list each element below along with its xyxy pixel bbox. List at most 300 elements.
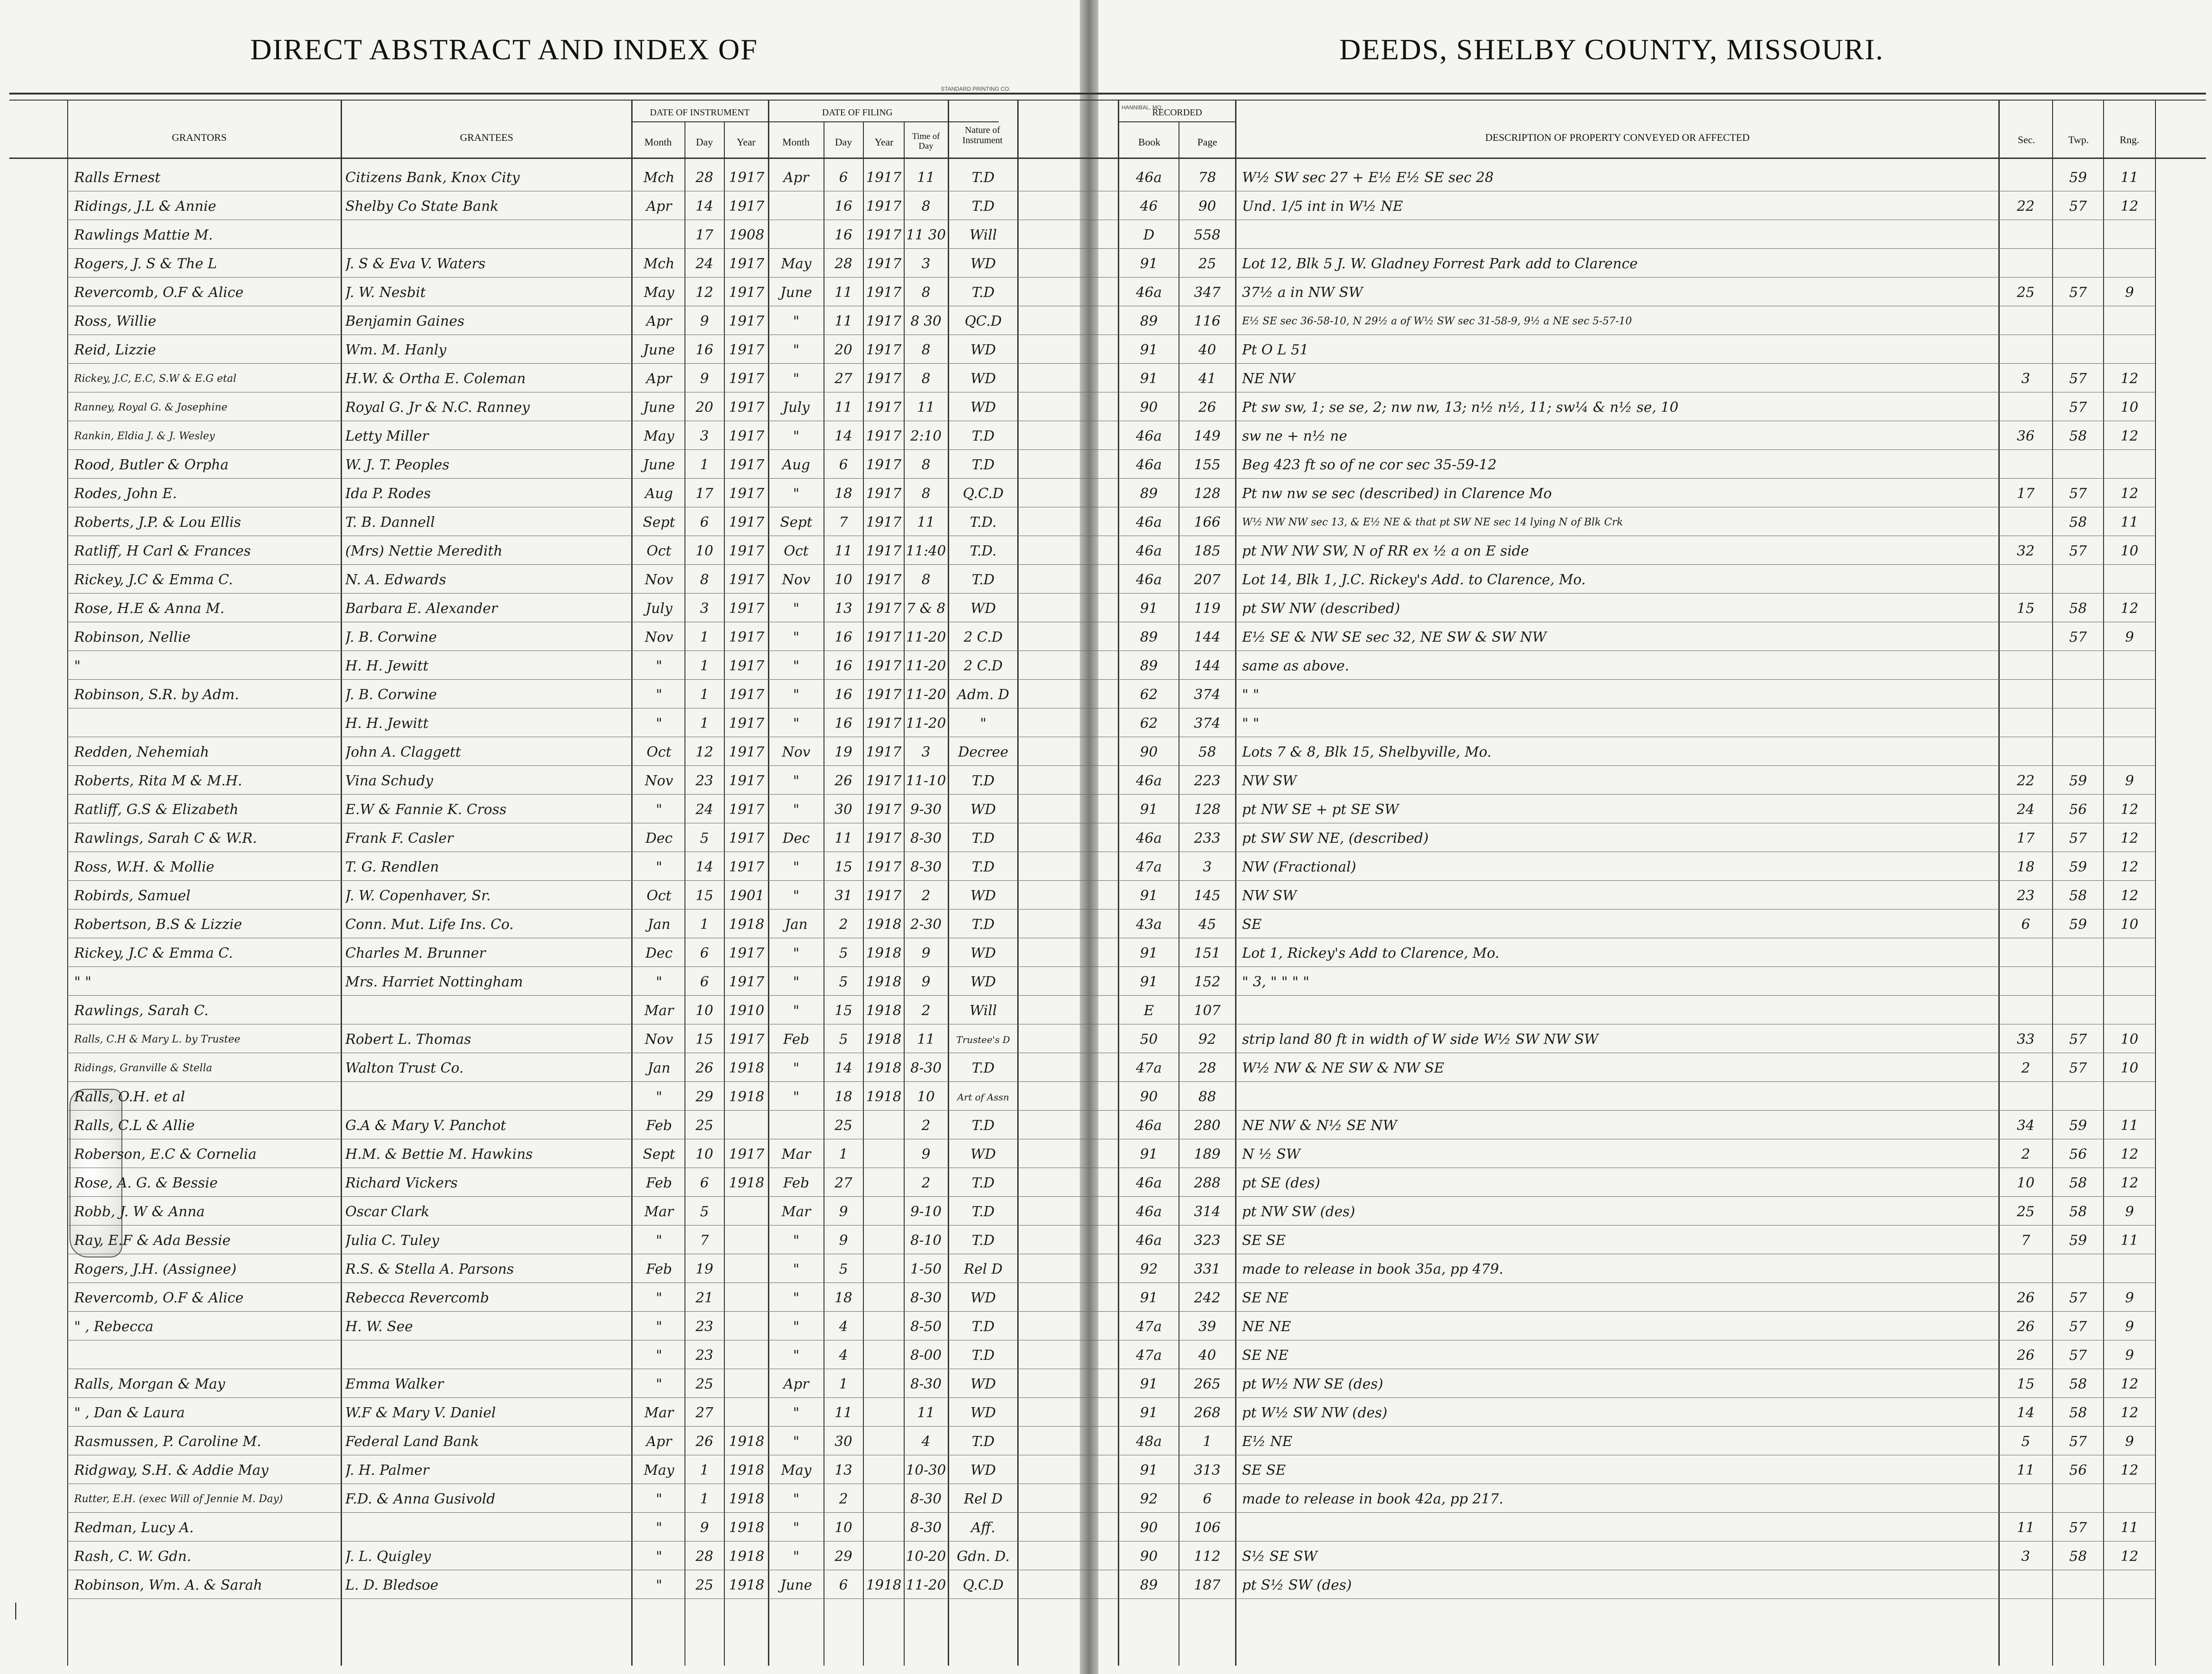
cell-ft: 8 [921, 486, 931, 502]
cell-fy [864, 1287, 903, 1309]
cell-grantor: Ratliff, G.S & Elizabeth [74, 802, 239, 818]
cell-nat: 2 C.D [963, 658, 1003, 674]
cell-page: 189 [1194, 1146, 1221, 1162]
cell-iy: 1917 [729, 830, 765, 846]
cell-page: 128 [1194, 802, 1221, 818]
cell-fm: Apr [783, 170, 809, 186]
cell-ft: 8 [921, 342, 931, 358]
cell-grantor: " , Dan & Laura [74, 1405, 185, 1421]
cell-fm: " [793, 1548, 799, 1565]
cell-fd: 10 [834, 1520, 853, 1536]
cell-twp: 57 [2069, 1031, 2087, 1048]
cell-id: 10 [695, 1146, 714, 1162]
cell-iy: 1917 [729, 457, 765, 473]
cell-fy: 1917 [866, 773, 902, 789]
table-row [0, 885, 2212, 907]
cell-rng: 9 [2125, 1204, 2134, 1220]
cell-page: 347 [1194, 284, 1221, 301]
cell-ft: 2:10 [910, 428, 942, 444]
cell-fd: 27 [834, 1175, 853, 1191]
cell-page: 187 [1194, 1577, 1221, 1593]
cell-ft: 11 [917, 399, 935, 416]
table-row [0, 1230, 2212, 1252]
cell-rng [2104, 713, 2155, 735]
date-filing-header: DATE OF FILING [822, 107, 893, 118]
cell-grantor: Rodes, John E. [74, 486, 177, 502]
cell-book: 46a [1135, 428, 1162, 444]
cell-rng: 9 [2125, 629, 2134, 645]
cell-rng [2104, 310, 2155, 333]
cell-nat: WD [970, 256, 996, 272]
cell-rng: 11 [2120, 170, 2139, 186]
cell-book: 46a [1135, 773, 1162, 789]
cell-fm: Feb [783, 1031, 810, 1048]
cell-sec: 17 [2016, 486, 2035, 502]
cell-iy: 1917 [729, 543, 765, 559]
cell-rng [2104, 569, 2155, 591]
cell-nat: T.D [971, 572, 995, 588]
cell-grantee: E.W & Fannie K. Cross [345, 802, 507, 818]
cell-sec: 2 [2021, 1146, 2030, 1162]
cell-fy: 1917 [866, 284, 902, 301]
cell-twp: 57 [2069, 1520, 2087, 1536]
cell-fm: June [780, 1577, 812, 1593]
cell-page: 92 [1198, 1031, 1217, 1048]
row-rule [67, 478, 2155, 479]
cell-ft: 11-20 [906, 687, 946, 703]
cell-im: Dec [645, 945, 673, 961]
cell-twp: 56 [2069, 1146, 2087, 1162]
cell-book: 46a [1135, 1118, 1162, 1134]
cell-book: 91 [1140, 945, 1158, 961]
cell-twp: 57 [2069, 830, 2087, 846]
cell-nat: T.D [971, 1204, 995, 1220]
cell-sec: 25 [2016, 284, 2035, 301]
cell-book: 46a [1135, 457, 1162, 473]
cell-book: 46a [1135, 543, 1162, 559]
cell-fd: 14 [834, 428, 853, 444]
cell-page: 112 [1194, 1548, 1221, 1565]
cell-fm: " [793, 802, 799, 818]
cell-id: 1 [700, 916, 709, 933]
cell-sec [2000, 339, 2051, 361]
cell-rng: 12 [2120, 1462, 2139, 1478]
cell-sec: 17 [2016, 830, 2035, 846]
cell-fm: " [793, 1060, 799, 1076]
cell-sec: 3 [2021, 1548, 2030, 1565]
row-rule [67, 1311, 2155, 1312]
table-row [0, 684, 2212, 706]
cell-grantee: J. H. Palmer [345, 1462, 429, 1478]
cell-desc: E½ SE & NW SE sec 32, NE SW & SW NW [1242, 629, 1546, 645]
cell-grantor: Ranney, Royal G. & Josephine [74, 402, 228, 413]
cell-page: 166 [1194, 514, 1221, 531]
cell-page: 268 [1194, 1405, 1221, 1421]
cell-page: 374 [1194, 687, 1221, 703]
cell-nat: T.D [971, 457, 995, 473]
cell-page: 40 [1198, 1347, 1217, 1364]
cell-fy: 1918 [866, 945, 902, 961]
cell-book: 91 [1140, 1146, 1158, 1162]
cell-iy [725, 1402, 768, 1424]
cell-page: 151 [1194, 945, 1221, 961]
cell-iy: 1917 [729, 687, 765, 703]
cell-fd: 11 [834, 284, 853, 301]
cell-grantee: G.A & Mary V. Panchot [345, 1118, 507, 1134]
cell-sec [2000, 512, 2051, 534]
cell-ft: 2 [921, 1175, 931, 1191]
cell-rng: 12 [2120, 1146, 2139, 1162]
cell-grantor: Robinson, S.R. by Adm. [74, 687, 239, 703]
cell-twp: 59 [2069, 859, 2087, 875]
cell-iy: 1918 [729, 1491, 765, 1507]
cell-im: " [656, 1376, 662, 1392]
cell-iy: 1917 [729, 1146, 765, 1162]
cell-grantor: Ray, E.F & Ada Bessie [74, 1232, 231, 1249]
cell-nat: Rel D [963, 1261, 1003, 1277]
cell-im: Mch [643, 256, 675, 272]
cell-fy: 1917 [866, 572, 902, 588]
cell-page: 207 [1194, 572, 1221, 588]
cell-fm: " [793, 342, 799, 358]
cell-im: " [656, 1520, 662, 1536]
cell-rng [2104, 1086, 2155, 1108]
cell-grantee: Robert L. Thomas [345, 1031, 471, 1048]
cell-id: 25 [695, 1577, 714, 1593]
cell-fd: 13 [834, 1462, 853, 1478]
table-row [0, 770, 2212, 792]
cell-fy [864, 1201, 903, 1223]
cell-nat: WD [970, 888, 996, 904]
cell-grantee: Frank F. Casler [345, 830, 454, 846]
cell-rng: 10 [2120, 916, 2139, 933]
cell-id: 28 [695, 170, 714, 186]
cell-rng: 12 [2120, 888, 2139, 904]
cell-fy: 1917 [866, 658, 902, 674]
cell-grantee: Charles M. Brunner [345, 945, 486, 961]
cell-desc: NW SW [1242, 773, 1297, 789]
cell-fm: Jan [785, 916, 808, 933]
cell-book: 91 [1140, 600, 1158, 617]
cell-grantor: Robirds, Samuel [74, 888, 191, 904]
cell-sec: 11 [2016, 1462, 2035, 1478]
cell-fm: June [780, 284, 812, 301]
cell-desc: E½ NE [1242, 1434, 1293, 1450]
table-row [0, 540, 2212, 562]
cell-rng: 10 [2120, 543, 2139, 559]
table-row [0, 425, 2212, 448]
cell-page: 41 [1198, 371, 1217, 387]
cell-iy: 1917 [729, 600, 765, 617]
cell-grantor: Robinson, Nellie [74, 629, 191, 645]
cell-twp [2054, 339, 2103, 361]
cell-fd: 20 [834, 342, 853, 358]
cell-grantee: Richard Vickers [345, 1175, 458, 1191]
table-row [0, 339, 2212, 361]
cell-desc: Pt sw sw, 1; se se, 2; nw nw, 13; n½ n½, 11; sw¼ & n½ se, 10 [1242, 399, 1679, 416]
cell-id: 5 [700, 1204, 709, 1220]
cell-page: 145 [1194, 888, 1221, 904]
row-rule [67, 1081, 2155, 1082]
cell-iy: 1917 [729, 715, 765, 732]
cell-iy [725, 1316, 768, 1338]
cell-page: 233 [1194, 830, 1221, 846]
cell-fm: " [793, 1434, 799, 1450]
cell-grantee: (Mrs) Nettie Meredith [345, 543, 503, 559]
cell-ft: 11 [917, 514, 935, 531]
cell-ft: 8 [921, 284, 931, 301]
cell-rng: 11 [2120, 1520, 2139, 1536]
cell-grantee: H. H. Jewitt [345, 658, 429, 674]
cell-fm: Oct [784, 543, 809, 559]
cell-rng [2104, 1574, 2155, 1597]
cell-book: 91 [1140, 371, 1158, 387]
row-rule [67, 765, 2155, 766]
cell-book: 47a [1135, 1347, 1162, 1364]
cell-sec [2000, 253, 2051, 275]
cell-grantee: Conn. Mut. Life Ins. Co. [345, 916, 514, 933]
cell-fd: 5 [839, 974, 848, 990]
cell-grantor: Rash, C. W. Gdn. [74, 1548, 191, 1565]
cell-page: 45 [1198, 916, 1217, 933]
cell-grantor: Reid, Lizzie [74, 342, 156, 358]
cell-id: 1 [700, 715, 709, 732]
cell-desc: Lots 7 & 8, Blk 15, Shelbyville, Mo. [1242, 744, 1492, 760]
cell-im: " [656, 1089, 662, 1105]
cell-page: 155 [1194, 457, 1221, 473]
cell-page: 374 [1194, 715, 1221, 732]
cell-nat: " [980, 715, 987, 732]
cell-grantor: Rankin, Eldia J. & J. Wesley [74, 430, 215, 442]
cell-page: 152 [1194, 974, 1221, 990]
cell-page: 40 [1198, 342, 1217, 358]
cell-grantee: J. B. Corwine [345, 687, 437, 703]
cell-page: 90 [1198, 198, 1217, 215]
cell-nat: Q.C.D [963, 486, 1004, 502]
cell-im: Mar [644, 1405, 674, 1421]
cell-desc: Pt O L 51 [1242, 342, 1309, 358]
cell-fd: 16 [834, 227, 853, 243]
cell-page: 3 [1203, 859, 1212, 875]
cell-fd: 5 [839, 945, 848, 961]
cell-twp: 57 [2069, 629, 2087, 645]
cell-twp: 57 [2069, 1290, 2087, 1306]
cell-rng: 9 [2125, 1290, 2134, 1306]
cell-fm: " [793, 945, 799, 961]
cell-desc: E½ SE sec 36-58-10, N 29½ a of W½ SW sec 31-58-9, 9½ a NE sec 5-57-10 [1242, 316, 1632, 327]
cell-im: Apr [646, 313, 672, 329]
cell-grantor: Redden, Nehemiah [74, 744, 209, 760]
cell-nat: T.D [971, 916, 995, 933]
cell-id: 15 [695, 1031, 714, 1048]
cell-rng: 12 [2120, 859, 2139, 875]
cell-grantor: " , Rebecca [74, 1319, 154, 1335]
cell-fd: 11 [834, 543, 853, 559]
cell-page: 39 [1198, 1319, 1217, 1335]
cell-page: 185 [1194, 543, 1221, 559]
cell-iy [725, 1373, 768, 1396]
cell-id: 12 [695, 744, 714, 760]
table-row [0, 1431, 2212, 1453]
cell-ft: 9 [921, 974, 931, 990]
cell-sec [2000, 1086, 2051, 1108]
cell-rng [2104, 454, 2155, 476]
cell-page: 223 [1194, 773, 1221, 789]
cell-fy [864, 1488, 903, 1510]
cell-twp: 57 [2069, 371, 2087, 387]
cell-page: 25 [1198, 256, 1217, 272]
description-header: DESCRIPTION OF PROPERTY CONVEYED OR AFFECTED [1485, 132, 1750, 143]
cell-im: " [656, 1290, 662, 1306]
cell-grantee: H. H. Jewitt [345, 715, 429, 732]
cell-twp: 57 [2069, 1319, 2087, 1335]
cell-grantor: Redman, Lucy A. [74, 1520, 194, 1536]
cell-grantor: " [74, 658, 81, 674]
cell-sec: 24 [2016, 802, 2035, 818]
cell-book: 91 [1140, 342, 1158, 358]
cell-im: Mar [644, 1003, 674, 1019]
cell-book: 46a [1135, 572, 1162, 588]
cell-grantee: W. J. T. Peoples [345, 457, 450, 473]
table-row [0, 368, 2212, 390]
cell-iy: 1917 [729, 486, 765, 502]
cell-fm: " [793, 371, 799, 387]
cell-sec: 18 [2016, 859, 2035, 875]
cell-sec [2000, 1000, 2051, 1022]
cell-im: Oct [646, 744, 672, 760]
cell-rng [2104, 339, 2155, 361]
table-row [0, 512, 2212, 534]
cell-grantee: J. B. Corwine [345, 629, 437, 645]
cell-nat: Trustee's D [956, 1034, 1010, 1045]
cell-grantee: F.D. & Anna Gusivold [345, 1491, 495, 1507]
cell-nat: WD [970, 974, 996, 990]
cell-book: 89 [1140, 1577, 1158, 1593]
cell-fm: " [793, 486, 799, 502]
cell-book: 91 [1140, 256, 1158, 272]
cell-book: 91 [1140, 1376, 1158, 1392]
cell-fy [864, 1230, 903, 1252]
cell-ft: 11 30 [906, 227, 946, 243]
cell-ft: 2 [921, 888, 931, 904]
cell-page: 144 [1194, 658, 1221, 674]
cell-sec [2000, 569, 2051, 591]
cell-grantor: Revercomb, O.F & Alice [74, 284, 244, 301]
cell-id: 1 [700, 1462, 709, 1478]
row-rule [67, 1397, 2155, 1398]
cell-desc: Und. 1/5 int in W½ NE [1242, 198, 1403, 215]
cell-book: 46 [1140, 198, 1158, 215]
cell-im: Oct [646, 888, 672, 904]
cell-twp: 57 [2069, 399, 2087, 416]
cell-sec: 22 [2016, 773, 2035, 789]
cell-im: " [656, 974, 662, 990]
cell-page: 26 [1198, 399, 1217, 416]
cell-ft: 8-30 [910, 1060, 942, 1076]
table-row [0, 856, 2212, 878]
cell-book: 90 [1140, 1089, 1158, 1105]
cell-fy: 1917 [866, 198, 902, 215]
row-rule [67, 966, 2155, 967]
cell-book: 47a [1135, 859, 1162, 875]
cell-page: 144 [1194, 629, 1221, 645]
cell-nat: WD [970, 1462, 996, 1478]
cell-page: 28 [1198, 1060, 1217, 1076]
cell-book: 46a [1135, 1232, 1162, 1249]
cell-nat: WD [970, 399, 996, 416]
cell-book: 47a [1135, 1060, 1162, 1076]
cell-iy [725, 1258, 768, 1281]
cell-id: 3 [700, 600, 709, 617]
cell-page: 1 [1203, 1434, 1212, 1450]
cell-fm: Sept [780, 514, 812, 531]
cell-twp: 56 [2069, 1462, 2087, 1478]
cell-grantee: Julia C. Tuley [345, 1232, 439, 1249]
cell-rng: 12 [2120, 1175, 2139, 1191]
cell-id: 26 [695, 1434, 714, 1450]
cell-fm: Nov [782, 744, 811, 760]
cell-grantor: Rawlings Mattie M. [74, 227, 213, 243]
cell-sec: 22 [2016, 198, 2035, 215]
cell-im: Apr [646, 198, 672, 215]
cell-fm: Apr [783, 1376, 809, 1392]
cell-rng: 11 [2120, 514, 2139, 531]
cell-ft: 11-20 [906, 1577, 946, 1593]
row-rule [67, 794, 2155, 795]
cell-fd: 5 [839, 1261, 848, 1277]
cell-fm: " [793, 313, 799, 329]
cell-book: 90 [1140, 1520, 1158, 1536]
right-page-title: DEEDS, SHELBY COUNTY, MISSOURI. [1339, 33, 1884, 66]
table-row [0, 655, 2212, 677]
cell-book: 89 [1140, 486, 1158, 502]
cell-desc [1242, 1086, 1997, 1108]
cell-twp: 57 [2069, 1434, 2087, 1450]
cell-desc: NW (Fractional) [1242, 859, 1356, 875]
cell-fd: 11 [834, 399, 853, 416]
cell-im: Apr [646, 1434, 672, 1450]
cell-im: Feb [646, 1118, 672, 1134]
cell-twp [2054, 1258, 2103, 1281]
cell-fd: 19 [834, 744, 853, 760]
cell-fd: 5 [839, 1031, 848, 1048]
cell-fm: " [793, 1003, 799, 1019]
cell-nat: T.D [971, 1175, 995, 1191]
cell-ft: 11 [917, 1031, 935, 1048]
table-row [0, 971, 2212, 993]
cell-page: 558 [1194, 227, 1221, 243]
cell-grantee: Barbara E. Alexander [345, 600, 498, 617]
cell-page: 107 [1194, 1003, 1221, 1019]
cell-book: 91 [1140, 802, 1158, 818]
cell-fm: Aug [782, 457, 811, 473]
cell-fy: 1917 [866, 744, 902, 760]
row-rule [67, 363, 2155, 364]
table-row [0, 310, 2212, 333]
cell-nat: T.D [971, 1434, 995, 1450]
cell-iy [725, 1115, 768, 1137]
cell-twp: 56 [2069, 802, 2087, 818]
cell-twp: 59 [2069, 170, 2087, 186]
cell-im: Feb [646, 1175, 672, 1191]
cell-iy: 1910 [729, 1003, 765, 1019]
cell-fm: May [781, 256, 811, 272]
cell-fy: 1917 [866, 371, 902, 387]
cell-grantor: Rood, Butler & Orpha [74, 457, 229, 473]
table-row [0, 942, 2212, 965]
table-row [0, 1000, 2212, 1022]
table-row [0, 397, 2212, 419]
